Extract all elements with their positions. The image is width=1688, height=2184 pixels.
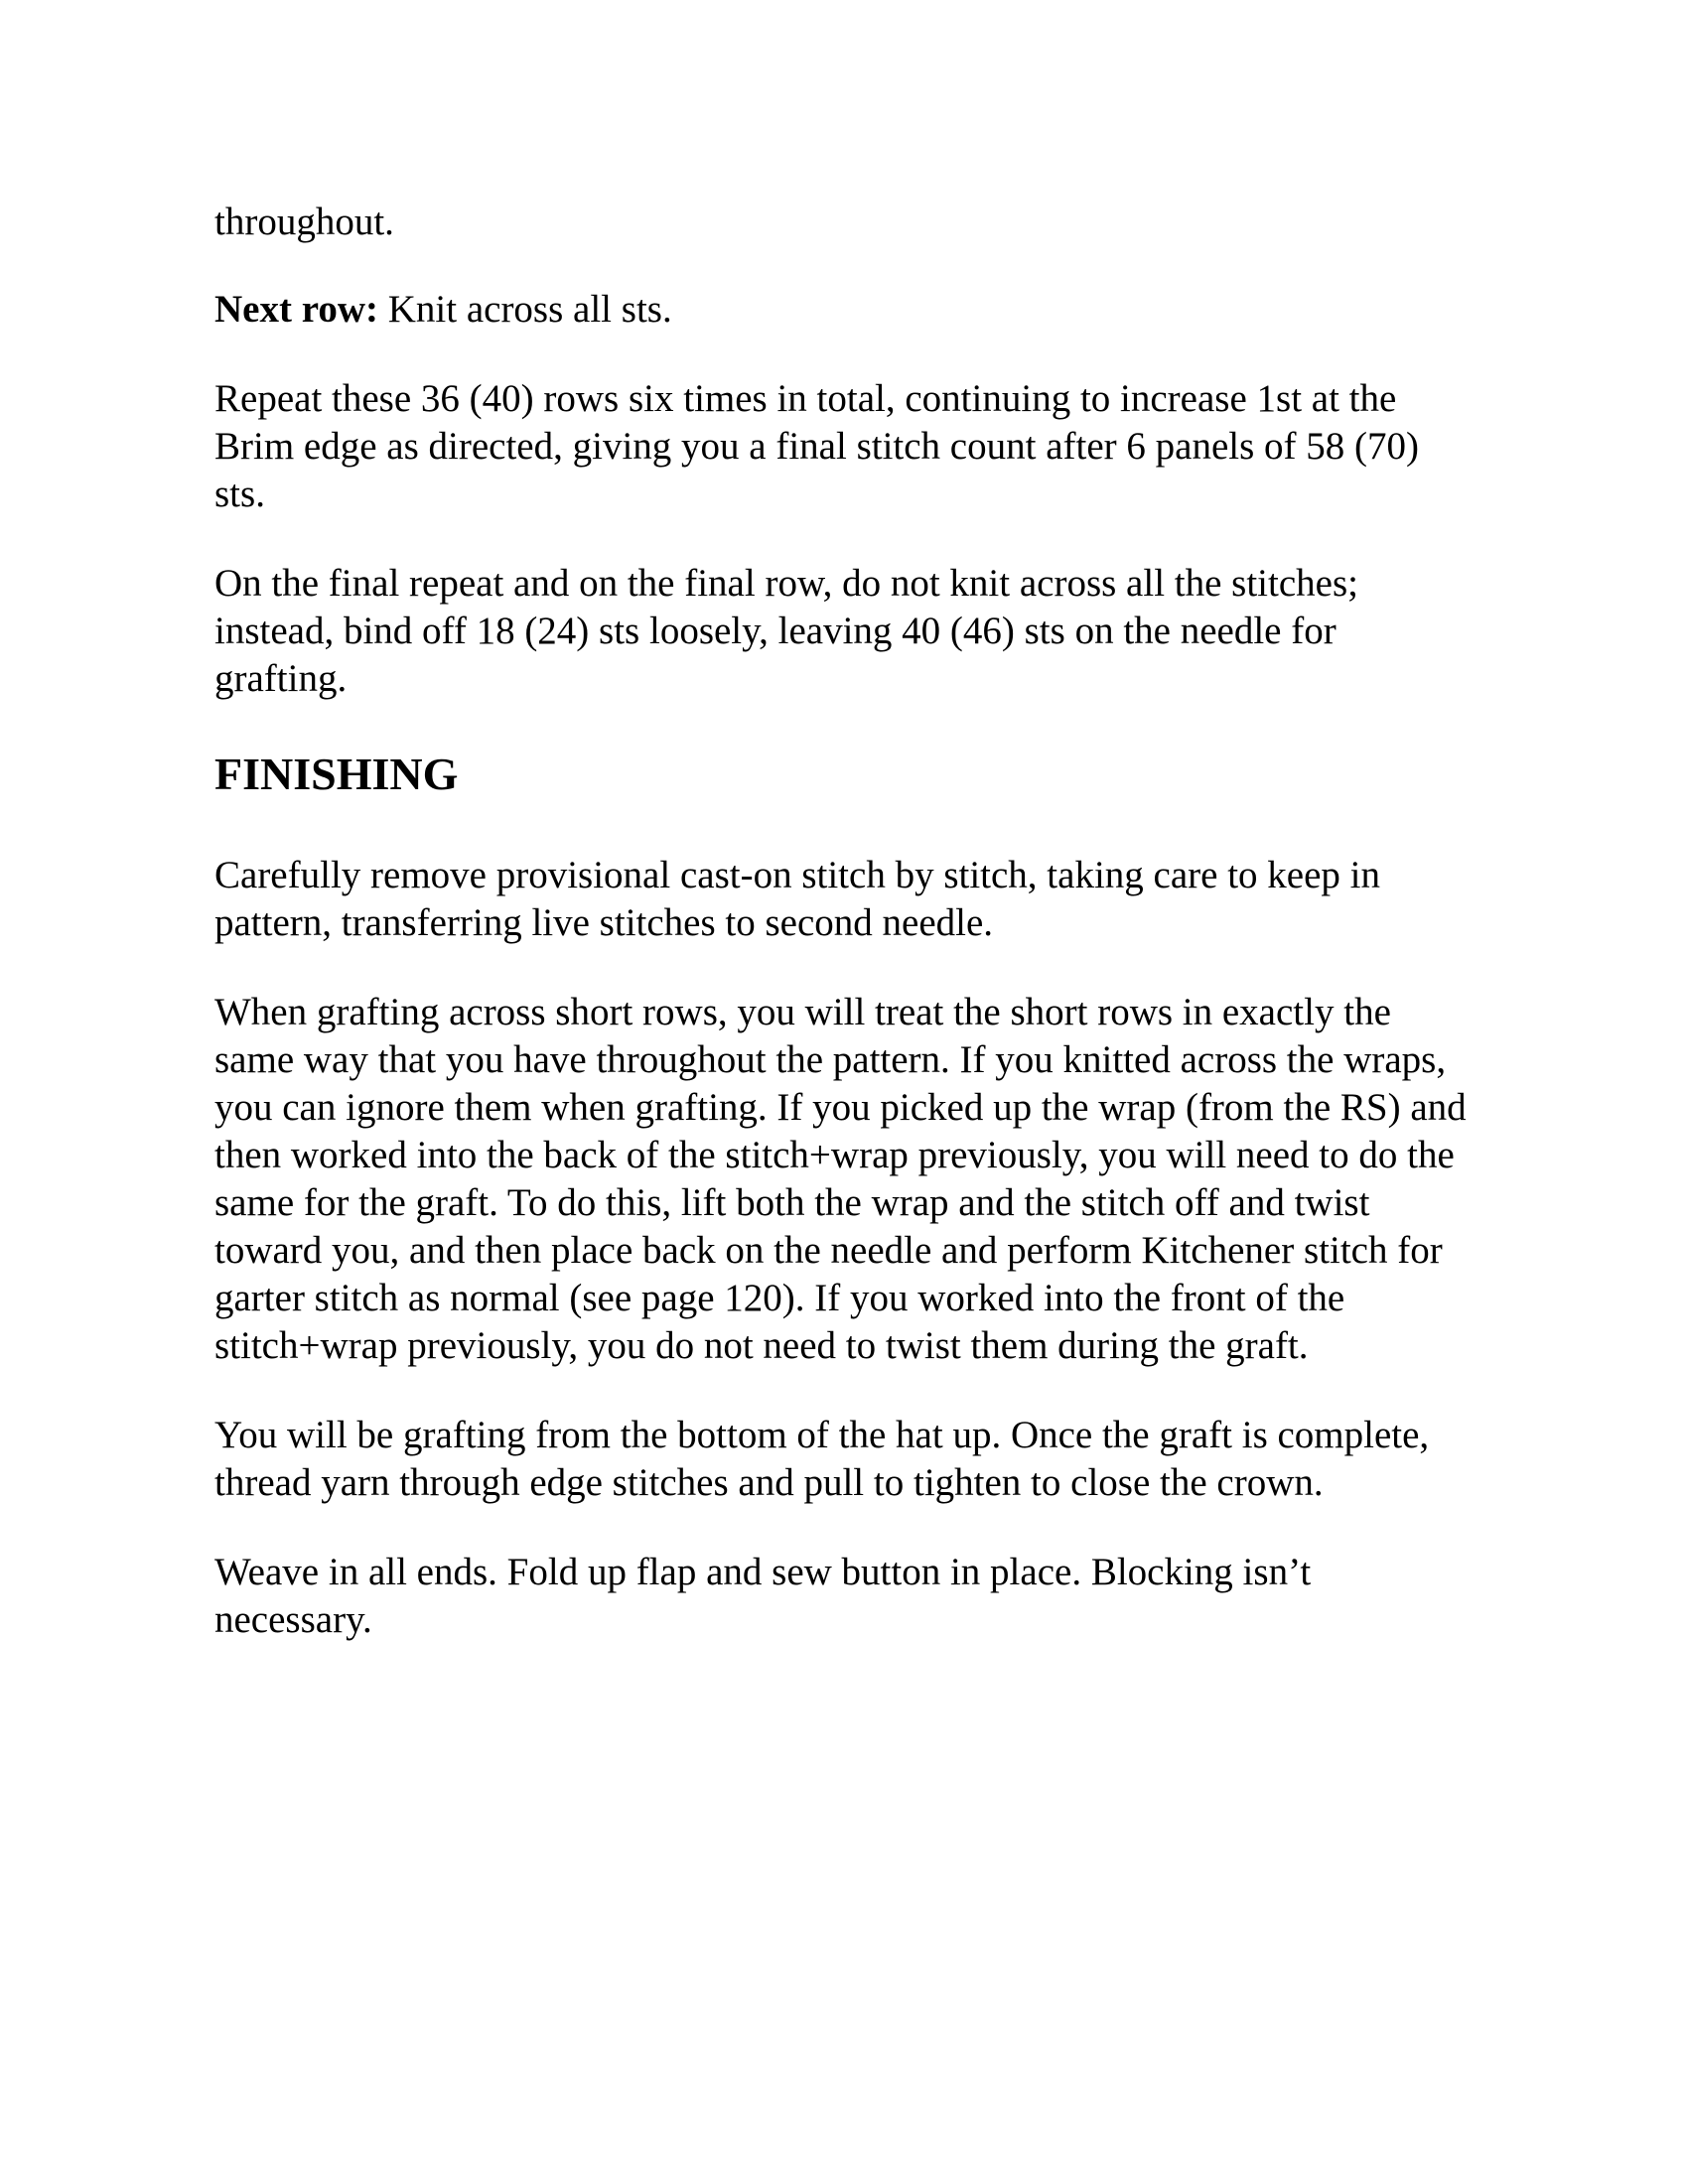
document-page	[214, 199, 1476, 1644]
paragraph-final-repeat: On the final repeat and on the final row, do not knit across all the stitches; instead, bind off 18 (24) sts loosely, leaving 40 (46) sts on the needle for grafting.	[214, 562, 1358, 700]
paragraph-throughout: throughout.	[214, 201, 394, 243]
paragraph-remove-cast-on: Carefully remove provisional cast-on stitch by stitch, taking care to keep in pattern, transferring live stitches to second needle.	[214, 854, 1380, 944]
paragraph-next-row	[214, 286, 1476, 334]
paragraph-grafting-short-rows: When grafting across short rows, you will treat the short rows in exactly the same way that you have throughout the pattern. If you knitted across the wraps, you can ignore them when grafting. If you picked up the wrap (from the RS) and then worked into the back of the stitch+wrap previously, you will need to do the same for the graft. To do this, lift both the wrap and the stitch off and twist toward you, and then place back on the needle and perform Kitchener stitch for garter stitch as normal (see page 120). If you worked into the front of the stitch+wrap previously, you do not need to twist them during the graft.	[214, 991, 1467, 1367]
section-heading-finishing: FINISHING	[214, 749, 459, 799]
paragraph-repeat: Repeat these 36 (40) rows six times in total, continuing to increase 1st at the Brim edge as directed, giving you a final stitch count after 6 panels of 58 (70) sts.	[214, 377, 1419, 515]
paragraph-weave-ends: Weave in all ends. Fold up flap and sew button in place. Blocking isn’t necessary.	[214, 1551, 1312, 1641]
paragraph-grafting-direction: You will be grafting from the bottom of the hat up. Once the graft is complete, thread yarn through edge stitches and pull to tighten to close the crown.	[214, 1414, 1430, 1504]
next-row-text: Knit across all sts.	[377, 288, 672, 331]
next-row-label: Next row:	[214, 288, 378, 331]
